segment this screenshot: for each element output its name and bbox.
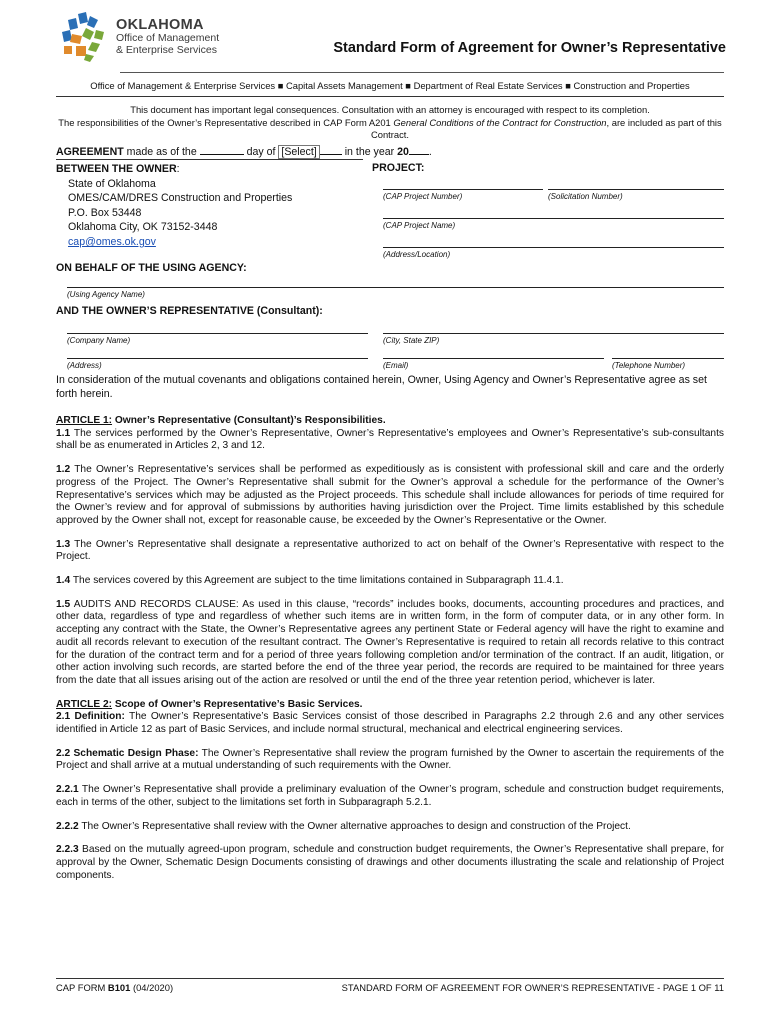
paragraph-text: The Owner’s Representative shall provide a preliminary evaluation of the Owner’s program, schedule and construction budget requirements, each in terms of the other, subject to the limitations set forth in Subparagraph 5.2.1. xyxy=(56,784,724,808)
paragraph-number: 1.4 xyxy=(56,575,71,587)
month-select-blank xyxy=(320,145,342,155)
owner-email-link[interactable]: cap@omes.ok.gov xyxy=(68,235,156,248)
article-1-heading xyxy=(56,415,724,428)
paragraph-number: 1.1 xyxy=(56,427,71,439)
omes-logo xyxy=(56,10,256,64)
paragraph-text: The Owner’s Representative shall review the program furnished by the Owner to ascertain the requirements of the Project and shall arrive at a mutual understanding of such requirements with the Owner. xyxy=(56,747,724,772)
owner-representative-label: AND THE OWNER’S REPRESENTATIVE (Consultant): xyxy=(56,305,323,317)
paragraph-text: The Owner’s Representative’s Basic Services consist of those described in Paragraphs 2.2 through 2.6 and any other services identified in Article 12 as part of Basic Services, and include normal structural, mechanical and electrical engineering services. xyxy=(56,711,724,736)
article-2-title: Scope of Owner’s Representative’s Basic Services. xyxy=(112,698,363,710)
agreement-label: AGREEMENT xyxy=(56,146,124,158)
cap-project-number-field[interactable] xyxy=(383,189,543,201)
company-name-field[interactable] xyxy=(67,333,368,345)
year-field[interactable] xyxy=(409,145,429,155)
document-title: Standard Form of Agreement for Owner’s Representative xyxy=(333,40,726,56)
title-divider xyxy=(120,72,724,73)
form-number-pre: CAP FORM xyxy=(56,982,108,993)
article-2-heading xyxy=(56,699,724,712)
oklahoma-seal-icon xyxy=(56,10,112,64)
using-agency-label: ON BEHALF OF THE USING AGENCY: xyxy=(56,262,247,274)
form-number-bold: B101 xyxy=(107,982,131,993)
paragraph-1-3 xyxy=(56,539,724,564)
paragraph-number: 1.3 xyxy=(56,538,71,550)
paragraph-text: The Owner’s Representative’s services shall be performed as expeditiously as is consistent with professional skill and care and the orderly progress of the Project. The Owner’s Representative shall submit for the Owner’s approval a schedule for the performance of the Owner’s Representative’s services which may be adjusted as the Project proceeds. This schedule shall include allowances for periods of time required for the Owner’s review and for approval of submissions by authorities having jurisdiction over the Project. Time limits established by this schedule approved by the Owner shall not, except for reasonable cause, be exceeded by the Owner’s Representative or the Owner. xyxy=(56,464,724,526)
consultant-address-field[interactable] xyxy=(67,358,368,370)
notice-line1: This document has important legal consequences. Consultation with an attorney is encouraged with respect to its completion. xyxy=(130,104,650,115)
agreement-made-text: made as of the xyxy=(123,146,200,158)
agreement-period: . xyxy=(428,146,432,158)
telephone-number-caption: (Telephone Number) xyxy=(612,361,686,370)
logo-wordmark xyxy=(116,18,219,56)
paragraph-number: 2.2.3 xyxy=(56,844,79,856)
paragraph-text: The Owner’s Representative shall designate a representative authorized to act on behalf of the Owner’s Representative with respect to the Project. xyxy=(56,538,724,563)
paragraph-text: The services covered by this Agreement are subject to the time limitations contained in Subparagraph 11.4.1. xyxy=(70,575,564,587)
year-prefix: 20 xyxy=(397,146,409,158)
agreement-underline xyxy=(56,159,363,160)
cap-project-name-field[interactable] xyxy=(383,218,724,230)
owner-line: P.O. Box 53448 xyxy=(68,206,142,219)
paragraph-2-2-1 xyxy=(56,784,724,809)
consultant-email-caption: (Email) xyxy=(383,361,409,370)
notice-line2-italic: General Conditions of the Contract for Construction xyxy=(393,116,607,128)
legal-notice xyxy=(56,104,724,142)
form-number xyxy=(56,982,173,993)
city-state-zip-field[interactable] xyxy=(383,333,724,345)
notice-line2-post: , are included as part of this Contract. xyxy=(370,116,722,140)
notice-line2 xyxy=(56,117,724,142)
paragraph-text: AUDITS AND RECORDS CLAUSE: As used in this clause, “records” includes books, documents, accounting procedures and practices, and other data, regardless of type and regardless of whether such items are in written form, in the form of computer data, or in any other form. In accepting any contract with the State, the Owner’s Representative agrees any pertinent State or Federal agency will have the right to examine and audit all records relevant to execution of the resultant contract. The Owner’s Representative is required to retain all records relative to this contract for the duration of the contract term and for a period of three years following completion and/or termination of the contract. If an audit, litigation, or other action involving such records, are started before the end of the three year period, the records are required to be maintained for three years from the date that all issues arising out of the action are resolved or until the end of the three year retention period, whichever is later. xyxy=(56,598,724,686)
consultant-address-caption: (Address) xyxy=(67,361,102,370)
paragraph-text: The Owner’s Representative shall review with the Owner alternative approaches to design and construction of the Project. xyxy=(78,820,631,832)
project-label: PROJECT: xyxy=(372,162,425,174)
company-name-caption: (Company Name) xyxy=(67,336,131,345)
paragraph-1-2 xyxy=(56,464,724,528)
paragraph-2-2 xyxy=(56,748,724,773)
in-year-text: in the year xyxy=(341,146,398,158)
month-select[interactable]: [Select] xyxy=(278,145,319,159)
paragraph-1-4 xyxy=(56,575,724,588)
header-divider xyxy=(56,96,724,97)
between-owner-colon: : xyxy=(176,163,180,175)
consultant-email-field[interactable] xyxy=(383,358,604,370)
address-location-field[interactable] xyxy=(383,247,724,259)
page-footer xyxy=(56,978,724,993)
day-field[interactable] xyxy=(200,145,244,155)
owner-line: State of Oklahoma xyxy=(68,177,156,190)
paragraph-number: 2.2.2 xyxy=(56,820,79,832)
telephone-number-field[interactable] xyxy=(612,358,724,370)
logo-line3: & Enterprise Services xyxy=(116,43,217,56)
logo-line1: OKLAHOMA xyxy=(116,17,204,33)
between-owner-label: BETWEEN THE OWNER xyxy=(56,163,177,175)
department-line: Office of Management & Enterprise Services ■ Capital Assets Management ■ Department of Real Estate Services ■ Construction and Properties xyxy=(90,80,690,91)
paragraph-2-1 xyxy=(56,711,724,736)
paragraph-number: 2.2.1 xyxy=(56,784,79,796)
paragraph-1-5 xyxy=(56,599,724,688)
consideration-paragraph: In consideration of the mutual covenants and obligations contained herein, Owner, Using Agency and Owner’s Representative agree as set forth herein. xyxy=(56,374,707,400)
solicitation-number-field[interactable] xyxy=(548,189,724,201)
paragraph-number: 2.2 Schematic Design Phase: xyxy=(56,747,199,759)
article-2-number: ARTICLE 2: xyxy=(56,698,113,710)
using-agency-name-caption: (Using Agency Name) xyxy=(67,290,145,299)
logo-line2: Office of Management xyxy=(116,32,220,44)
paragraph-number: 1.2 xyxy=(56,464,71,476)
paragraph-1-1 xyxy=(56,428,724,453)
article-1-number: ARTICLE 1: xyxy=(56,415,113,426)
notice-line2-pre: The responsibilities of the Owner’s Representative described in CAP Form A201 xyxy=(58,116,394,128)
paragraph-number: 1.5 xyxy=(56,598,71,610)
city-state-zip-caption: (City, State ZIP) xyxy=(383,336,440,345)
owner-block xyxy=(56,162,356,250)
contract-body xyxy=(56,415,724,893)
day-of-text: day of xyxy=(243,146,279,158)
cap-project-name-caption: (CAP Project Name) xyxy=(383,221,456,230)
using-agency-name-field[interactable] xyxy=(67,287,724,299)
cap-project-number-caption: (CAP Project Number) xyxy=(383,192,463,201)
paragraph-text: Based on the mutually agreed-upon program, schedule and construction budget requirements, the Owner’s Representative shall prepare, for approval by the Owner, Schematic Design Documents consisting of drawings and other documents illustrating the scale and relationship of Project components. xyxy=(56,844,724,881)
address-location-caption: (Address/Location) xyxy=(383,250,451,259)
solicitation-number-caption: (Solicitation Number) xyxy=(548,192,623,201)
owner-line: Oklahoma City, OK 73152-3448 xyxy=(68,221,218,234)
article-1-title: Owner’s Representative (Consultant)’s Responsibilities. xyxy=(112,415,386,426)
paragraph-2-2-3 xyxy=(56,844,724,882)
paragraph-number: 2.1 Definition: xyxy=(56,711,125,723)
owner-line: OMES/CAM/DRES Construction and Properties xyxy=(68,192,293,205)
paragraph-text: The services performed by the Owner’s Representative, Owner’s Representative’s employees and Owner’s Representative’s sub-consultants shall be as enumerated in Articles 2, 3 and 12. xyxy=(56,427,724,452)
page-indicator: STANDARD FORM OF AGREEMENT FOR OWNER’S REPRESENTATIVE - PAGE 1 OF 11 xyxy=(341,982,724,993)
paragraph-2-2-2 xyxy=(56,821,724,834)
agreement-date-line xyxy=(56,145,432,159)
form-number-post: (04/2020) xyxy=(130,982,174,993)
